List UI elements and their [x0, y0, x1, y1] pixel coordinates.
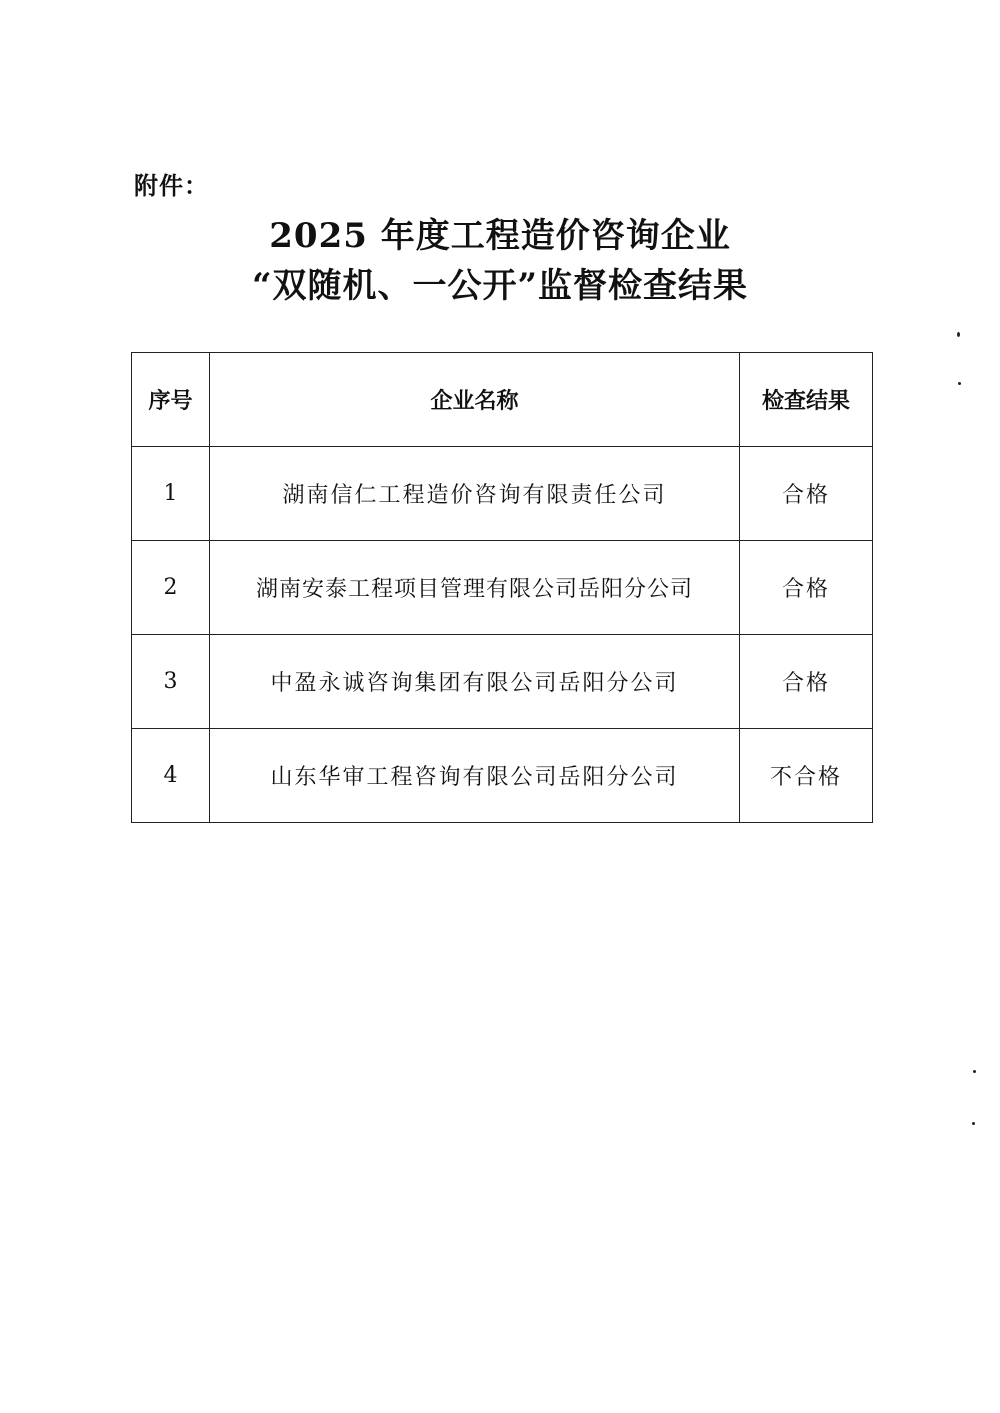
table-row	[132, 541, 873, 635]
table-row	[132, 447, 873, 541]
row-company-name: 湖南安泰工程项目管理有限公司岳阳分公司	[210, 541, 740, 635]
header-seq: 序号	[132, 353, 210, 447]
scan-speck	[957, 332, 960, 337]
table-row	[132, 729, 873, 823]
row-company-name: 湖南信仁工程造价咨询有限责任公司	[210, 447, 740, 541]
row-seq: 1	[132, 447, 210, 541]
scan-speck	[972, 1122, 975, 1125]
document-title-line-1: 2025 年度工程造价咨询企业	[269, 216, 731, 256]
row-company-name: 中盈永诚咨询集团有限公司岳阳分公司	[210, 635, 740, 729]
row-seq: 4	[132, 729, 210, 823]
row-result: 不合格	[740, 729, 873, 823]
header-result: 检查结果	[740, 353, 873, 447]
row-result: 合格	[740, 635, 873, 729]
row-result: 合格	[740, 447, 873, 541]
scan-speck	[958, 382, 961, 385]
inspection-results-table	[131, 352, 873, 823]
row-company-name: 山东华审工程咨询有限公司岳阳分公司	[210, 729, 740, 823]
row-result: 合格	[740, 541, 873, 635]
header-company-name: 企业名称	[210, 353, 740, 447]
table-header-row	[132, 353, 873, 447]
table-row	[132, 635, 873, 729]
document-title-line-2: “双随机、一公开”监督检查结果	[251, 266, 749, 306]
row-seq: 3	[132, 635, 210, 729]
attachment-label: 附件：	[134, 172, 209, 200]
row-seq: 2	[132, 541, 210, 635]
scan-speck	[973, 1070, 976, 1073]
